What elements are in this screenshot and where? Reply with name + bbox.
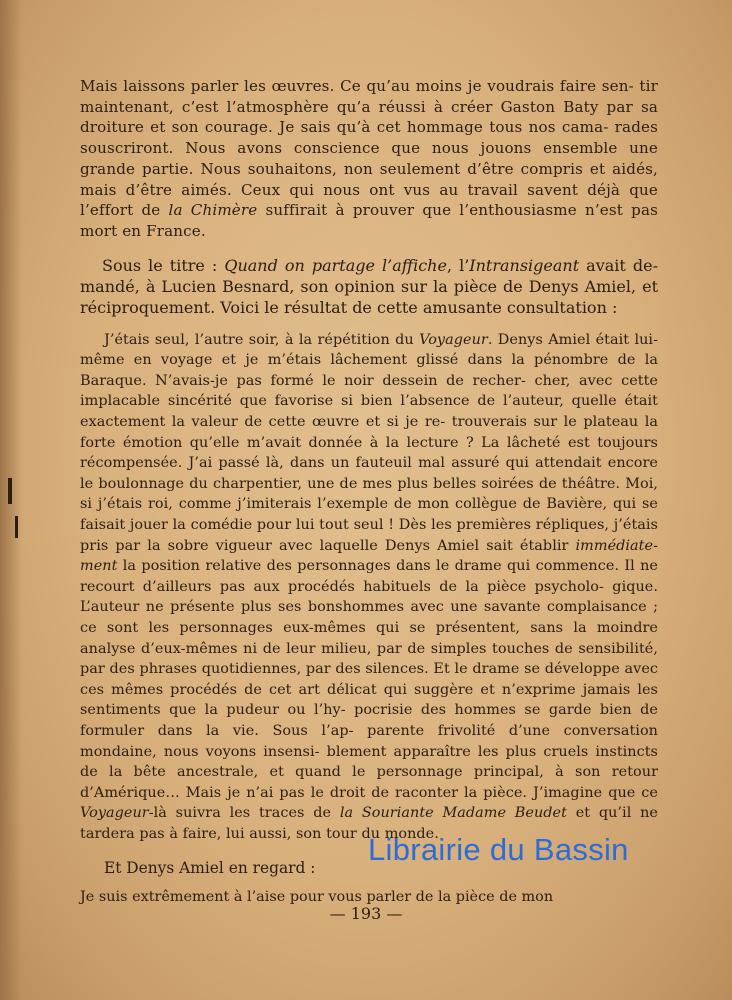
body-text [80, 76, 658, 908]
margin-ink-mark [15, 516, 18, 538]
lead-in-line: Et Denys Amiel en regard : [104, 859, 316, 878]
quote-italic: Voyageur [419, 331, 488, 348]
paragraph-1-italic: la Chimère [168, 201, 258, 220]
quote-italic: la Souriante Madame Beudet [339, 805, 567, 822]
quote-italic: immédiate- ment [80, 537, 658, 575]
paragraph-2-text: , l’ [446, 255, 470, 275]
paragraph-2-text: Sous le titre : [102, 255, 225, 275]
paragraph-1-end: suffirait à prouver que l’enthousiasme n’est pas mort en France. [80, 201, 658, 240]
seller-watermark: Librairie du Bassin [368, 832, 629, 867]
quote-text: et qu’il ne tardera pas à faire, lui aussi, son tour du monde. [80, 805, 658, 842]
margin-ink-mark [8, 478, 12, 504]
paragraph-2-text: avait de- mandé, à Lucien Besnard, son opinion sur la pièce de Denys Amiel, et réciproquement. Voici le résultat de cette amusante consultation : [80, 255, 658, 317]
quoted-review [80, 330, 658, 845]
continued-line: Je suis extrêmement à l’aise pour vous parler de la pièce de mon [80, 889, 554, 906]
quote-text: -là suivra les traces de [148, 805, 340, 822]
paragraph-2 [80, 255, 658, 318]
paragraph-1 [80, 76, 658, 242]
quote-text: . Denys Amiel était lui-même en voyage et je m’étais lâchement glissé dans la pénombre de la Baraque. N’avais-je pas formé le noir dessein de recher- cher, avec cette implacable sincérité que favorise si bien l’absence de l’auteur, quelle était exactement la valeur de cette œuvre et si je re- trouverais sur le plateau la forte émotion qu’elle m’avait donnée à la lecture ? La lâcheté est toujours récompensée. J’ai passé là, dans un fauteuil mal assuré qui attendait encore le boulonnage du charpentier, une de mes plus belles soirées de théâtre. Moi, si j’étais roi, comme j’imiterais l’exemple de mon collègue de Bavière, qui se faisait jouer la comédie pour lui tout seul ! Dès les premières répliques, j’étais pris par la sobre vigueur avec laquelle Denys Amiel sait établir [80, 331, 658, 554]
quote-text: J’étais seul, l’autre soir, à la répétition du [104, 331, 420, 348]
paragraph-1-text: Mais laissons parler les œuvres. Ce qu’au moins je voudrais faire sen- tir maintenant, c’est l’atmosphère qu’a réussi à créer Gaston Baty par sa droiture et son courage. Je sais qu’à cet hommage tous nos cama- rades souscriront. Nous avons conscience que nous jouons ensemble une grande partie. Nous souhaitons, non seulement d’être compris et aidés, mais d’être aimés. Ceux qui nous ont vus au travail savent déjà que l’effort de [80, 77, 658, 220]
paragraph-2-italic-title: Quand on partage l’affiche [224, 255, 447, 275]
page-number: — 193 — [329, 904, 403, 923]
paragraph-2-italic-journal: Intransigeant [469, 255, 580, 275]
quote-italic: Voyageur [80, 805, 149, 822]
quote-text: la position relative des personnages dans le drame qui commence. Il ne recourt d’ailleurs pas aux procédés habituels de la pièce psycholo- gique. L’auteur ne présente plus ses bonshommes avec une savante complaisance ; ce sont les personnages eux-mêmes qui se présentent, sans la moindre analyse d’eux-mêmes ni de leur milieu, par de simples touches de sensibilité, par des phrases quotidiennes, par des silences. Et le drame se développe avec ces mêmes procédés de cet art délicat qui suggère et n’exprime jamais les sentiments que la pudeur ou l’hy- pocrisie des hommes se garde bien de formuler dans la vie. Sous l’ap- parente frivolité d’une conversation mondaine, nous voyons insensi- blement apparaître les plus cruels instincts de la bête ancestrale, et quand le personnage principal, à son retour d’Amérique… Mais je n’ai pas le droit de raconter la pièce. J’imagine que ce [80, 558, 658, 801]
